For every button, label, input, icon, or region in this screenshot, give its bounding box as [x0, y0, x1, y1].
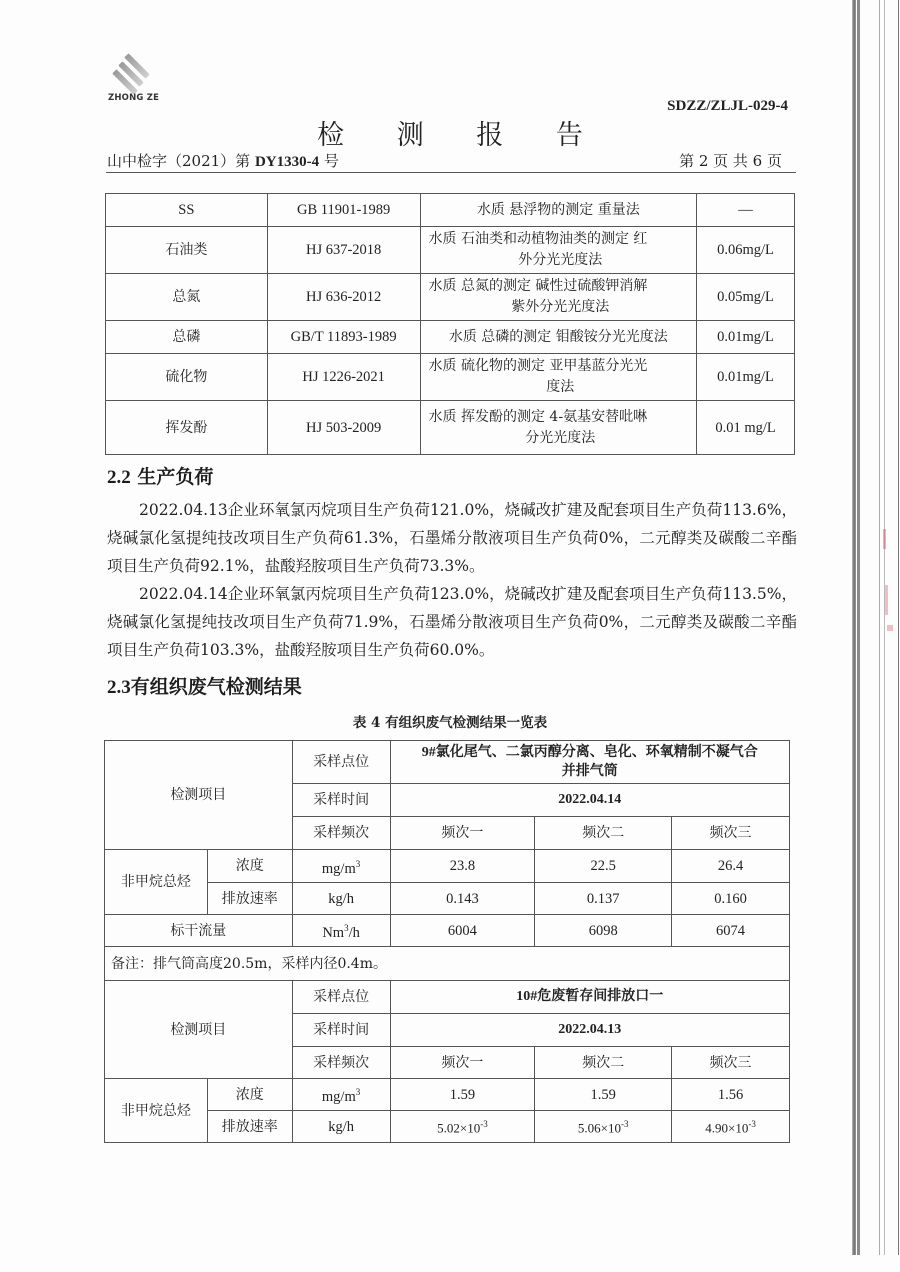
document-code: SDZZ/ZLJL-029-4	[667, 98, 788, 114]
analyte: 硫化物	[106, 354, 268, 401]
flow-value: 6098	[535, 915, 672, 947]
load-paragraph-0414: 2022.04.14企业环氧氯丙烷项目生产负荷123.0%，烧碱改扩建及配套项目生产负荷113.5%，烧碱氯化氢提纯技改项目生产负荷71.9%，石墨烯分散液项目生产负荷0%，二元醇类及碳酸二辛酯项目生产负荷103.3%，盐酸羟胺项目生产负荷60.0%。	[107, 585, 797, 659]
standard: HJ 503-2009	[267, 401, 420, 455]
method-line: 度法	[546, 379, 575, 395]
method: 水质 总磷的测定 钼酸铵分光光度法	[420, 321, 697, 354]
unit-text: mg/m	[321, 1088, 356, 1105]
method	[420, 354, 697, 401]
table-row	[106, 227, 795, 274]
table-row	[106, 401, 795, 455]
rate-mantissa: 4.90×10	[705, 1120, 749, 1136]
flow-label: 标干流量	[105, 915, 293, 947]
table-row	[105, 741, 790, 784]
table-row	[105, 1079, 790, 1111]
binding-edge-dark	[857, 0, 860, 1255]
detection-limit: 0.01 mg/L	[697, 401, 795, 455]
freq-2: 频次二	[535, 817, 672, 850]
rate-label: 排放速率	[207, 883, 292, 915]
conc-unit	[292, 850, 390, 883]
rate-value: 0.160	[672, 883, 790, 915]
unit-superscript: 3	[344, 923, 349, 934]
table-row	[105, 883, 790, 915]
standard: HJ 637-2018	[267, 227, 420, 274]
method-line: 水质 石油类和动植物油类的测定 红	[428, 231, 648, 247]
standard: GB/T 11893-1989	[267, 321, 420, 354]
item-header: 检测项目	[105, 981, 293, 1079]
flow-value: 6074	[672, 915, 790, 947]
conc-label: 浓度	[207, 1079, 292, 1111]
rate-mantissa: 5.06×10	[577, 1120, 621, 1136]
report-number-prefix: 山中检字（2021）第	[107, 152, 251, 170]
unit-text: Nm	[322, 924, 345, 941]
standard: HJ 636-2012	[267, 274, 420, 321]
section-heading-2-3	[107, 672, 302, 699]
detection-limit: 0.01mg/L	[697, 321, 795, 354]
conc-value: 1.59	[390, 1079, 535, 1111]
gas-results-table	[104, 740, 790, 1143]
table-caption: 表 4 有组织废气检测结果一览表	[352, 715, 548, 731]
sampling-site-value	[390, 741, 789, 784]
site-label: 采样点位	[292, 981, 390, 1014]
conc-value: 1.59	[535, 1079, 672, 1111]
table-row	[106, 354, 795, 401]
report-number-code: DY1330-4	[254, 154, 320, 170]
method	[420, 227, 697, 274]
rate-value: 0.137	[535, 883, 672, 915]
analyte: 总磷	[106, 321, 268, 354]
table-row	[106, 274, 795, 321]
method	[420, 274, 697, 321]
freq-1: 频次一	[390, 817, 535, 850]
zhongze-logo	[108, 55, 168, 107]
sampling-date: 2022.04.13	[390, 1014, 789, 1047]
detection-limit: —	[697, 194, 795, 227]
time-label: 采样时间	[292, 1014, 390, 1047]
standard: GB 11901-1989	[267, 194, 420, 227]
method-line: 紫外分光光度法	[511, 299, 610, 315]
page-indicator: 第 2 页 共 6 页	[679, 152, 782, 170]
header-divider	[106, 172, 796, 173]
flow-value: 6004	[390, 915, 535, 947]
binding-edge-dark	[852, 0, 856, 1255]
section-heading-2-2	[107, 462, 213, 489]
table-row	[105, 981, 790, 1014]
sampling-date: 2022.04.14	[390, 784, 789, 817]
rate-unit: kg/h	[292, 883, 390, 915]
methods-table	[105, 193, 795, 455]
section-number: 2.3	[107, 677, 131, 698]
method-line: 水质 挥发酚的测定 4-氨基安替吡啉	[428, 408, 648, 425]
report-number-suffix: 号	[323, 152, 339, 170]
detection-limit: 0.05mg/L	[697, 274, 795, 321]
method-line: 水质 总氮的测定 碱性过硫酸钾消解	[428, 278, 648, 294]
conc-value: 26.4	[672, 850, 790, 883]
rate-exponent: -3	[621, 1119, 629, 1130]
logo-text: ZHONG ZE	[108, 93, 160, 103]
table-row	[105, 947, 790, 981]
unit-text: mg/m	[321, 860, 356, 877]
rate-unit: kg/h	[292, 1111, 390, 1143]
conc-value: 1.56	[672, 1079, 790, 1111]
table-row	[106, 321, 795, 354]
pollutant-name: 非甲烷总烃	[105, 850, 208, 915]
table-row	[105, 850, 790, 883]
unit-text: /h	[348, 924, 360, 941]
conc-unit	[292, 1079, 390, 1111]
page-title: 检 测 报 告	[317, 120, 605, 151]
method-line: 水质 硫化物的测定 亚甲基蓝分光光	[428, 358, 648, 374]
section-title: 生产负荷	[137, 466, 214, 488]
analyte: 总氮	[106, 274, 268, 321]
section-title: 有组织废气检测结果	[130, 676, 302, 698]
method: 水质 悬浮物的测定 重量法	[420, 194, 697, 227]
rate-value: 0.143	[390, 883, 535, 915]
rate-value	[672, 1111, 790, 1143]
conc-value: 22.5	[535, 850, 672, 883]
method-line: 分光光度法	[525, 429, 596, 446]
analyte: SS	[106, 194, 268, 227]
rate-exponent: -3	[748, 1119, 756, 1130]
remark: 备注：排气筒高度20.5m，采样内径0.4m。	[105, 947, 790, 981]
site-line: 9#氯化尾气、二氯丙醇分离、皂化、环氧精制不凝气合	[421, 745, 758, 760]
rate-value	[535, 1111, 672, 1143]
analyte: 挥发酚	[106, 401, 268, 455]
unit-superscript: 3	[355, 1087, 361, 1098]
freq-1: 频次一	[390, 1047, 535, 1079]
freq-3: 频次三	[672, 817, 790, 850]
rate-value	[390, 1111, 535, 1143]
conc-value: 23.8	[390, 850, 535, 883]
sampling-site-value: 10#危废暂存间排放口一	[390, 981, 789, 1014]
flow-unit	[292, 915, 390, 947]
table-row	[105, 1111, 790, 1143]
rate-exponent: -3	[480, 1119, 488, 1130]
seal-stamp-fragment-icon	[879, 525, 897, 665]
section-number: 2.2	[107, 467, 131, 488]
binding-edge-line	[898, 0, 899, 1255]
pollutant-name: 非甲烷总烃	[105, 1079, 208, 1143]
time-label: 采样时间	[292, 784, 390, 817]
site-line: 并排气筒	[561, 764, 618, 779]
unit-superscript: 3	[355, 858, 361, 869]
conc-label: 浓度	[207, 850, 292, 883]
freq-label: 采样频次	[292, 1047, 390, 1079]
load-paragraph-0413: 2022.04.13企业环氧氯丙烷项目生产负荷121.0%，烧碱改扩建及配套项目生产负荷113.6%，烧碱氯化氢提纯技改项目生产负荷61.3%，石墨烯分散液项目生产负荷0%，二元醇类及碳酸二辛酯项目生产负荷92.1%，盐酸羟胺项目生产负荷73.3%。	[107, 501, 797, 575]
rate-label: 排放速率	[207, 1111, 292, 1143]
freq-3: 频次三	[672, 1047, 790, 1079]
detection-limit: 0.01mg/L	[697, 354, 795, 401]
report-number	[107, 150, 339, 171]
freq-label: 采样频次	[292, 817, 390, 850]
item-header: 检测项目	[105, 741, 293, 850]
analyte: 石油类	[106, 227, 268, 274]
table-row	[105, 915, 790, 947]
method	[420, 401, 697, 455]
standard: HJ 1226-2021	[267, 354, 420, 401]
detection-limit: 0.06mg/L	[697, 227, 795, 274]
freq-2: 频次二	[535, 1047, 672, 1079]
site-label: 采样点位	[292, 741, 390, 784]
table-row	[106, 194, 795, 227]
rate-mantissa: 5.02×10	[437, 1120, 481, 1136]
method-line: 外分光光度法	[518, 252, 603, 268]
